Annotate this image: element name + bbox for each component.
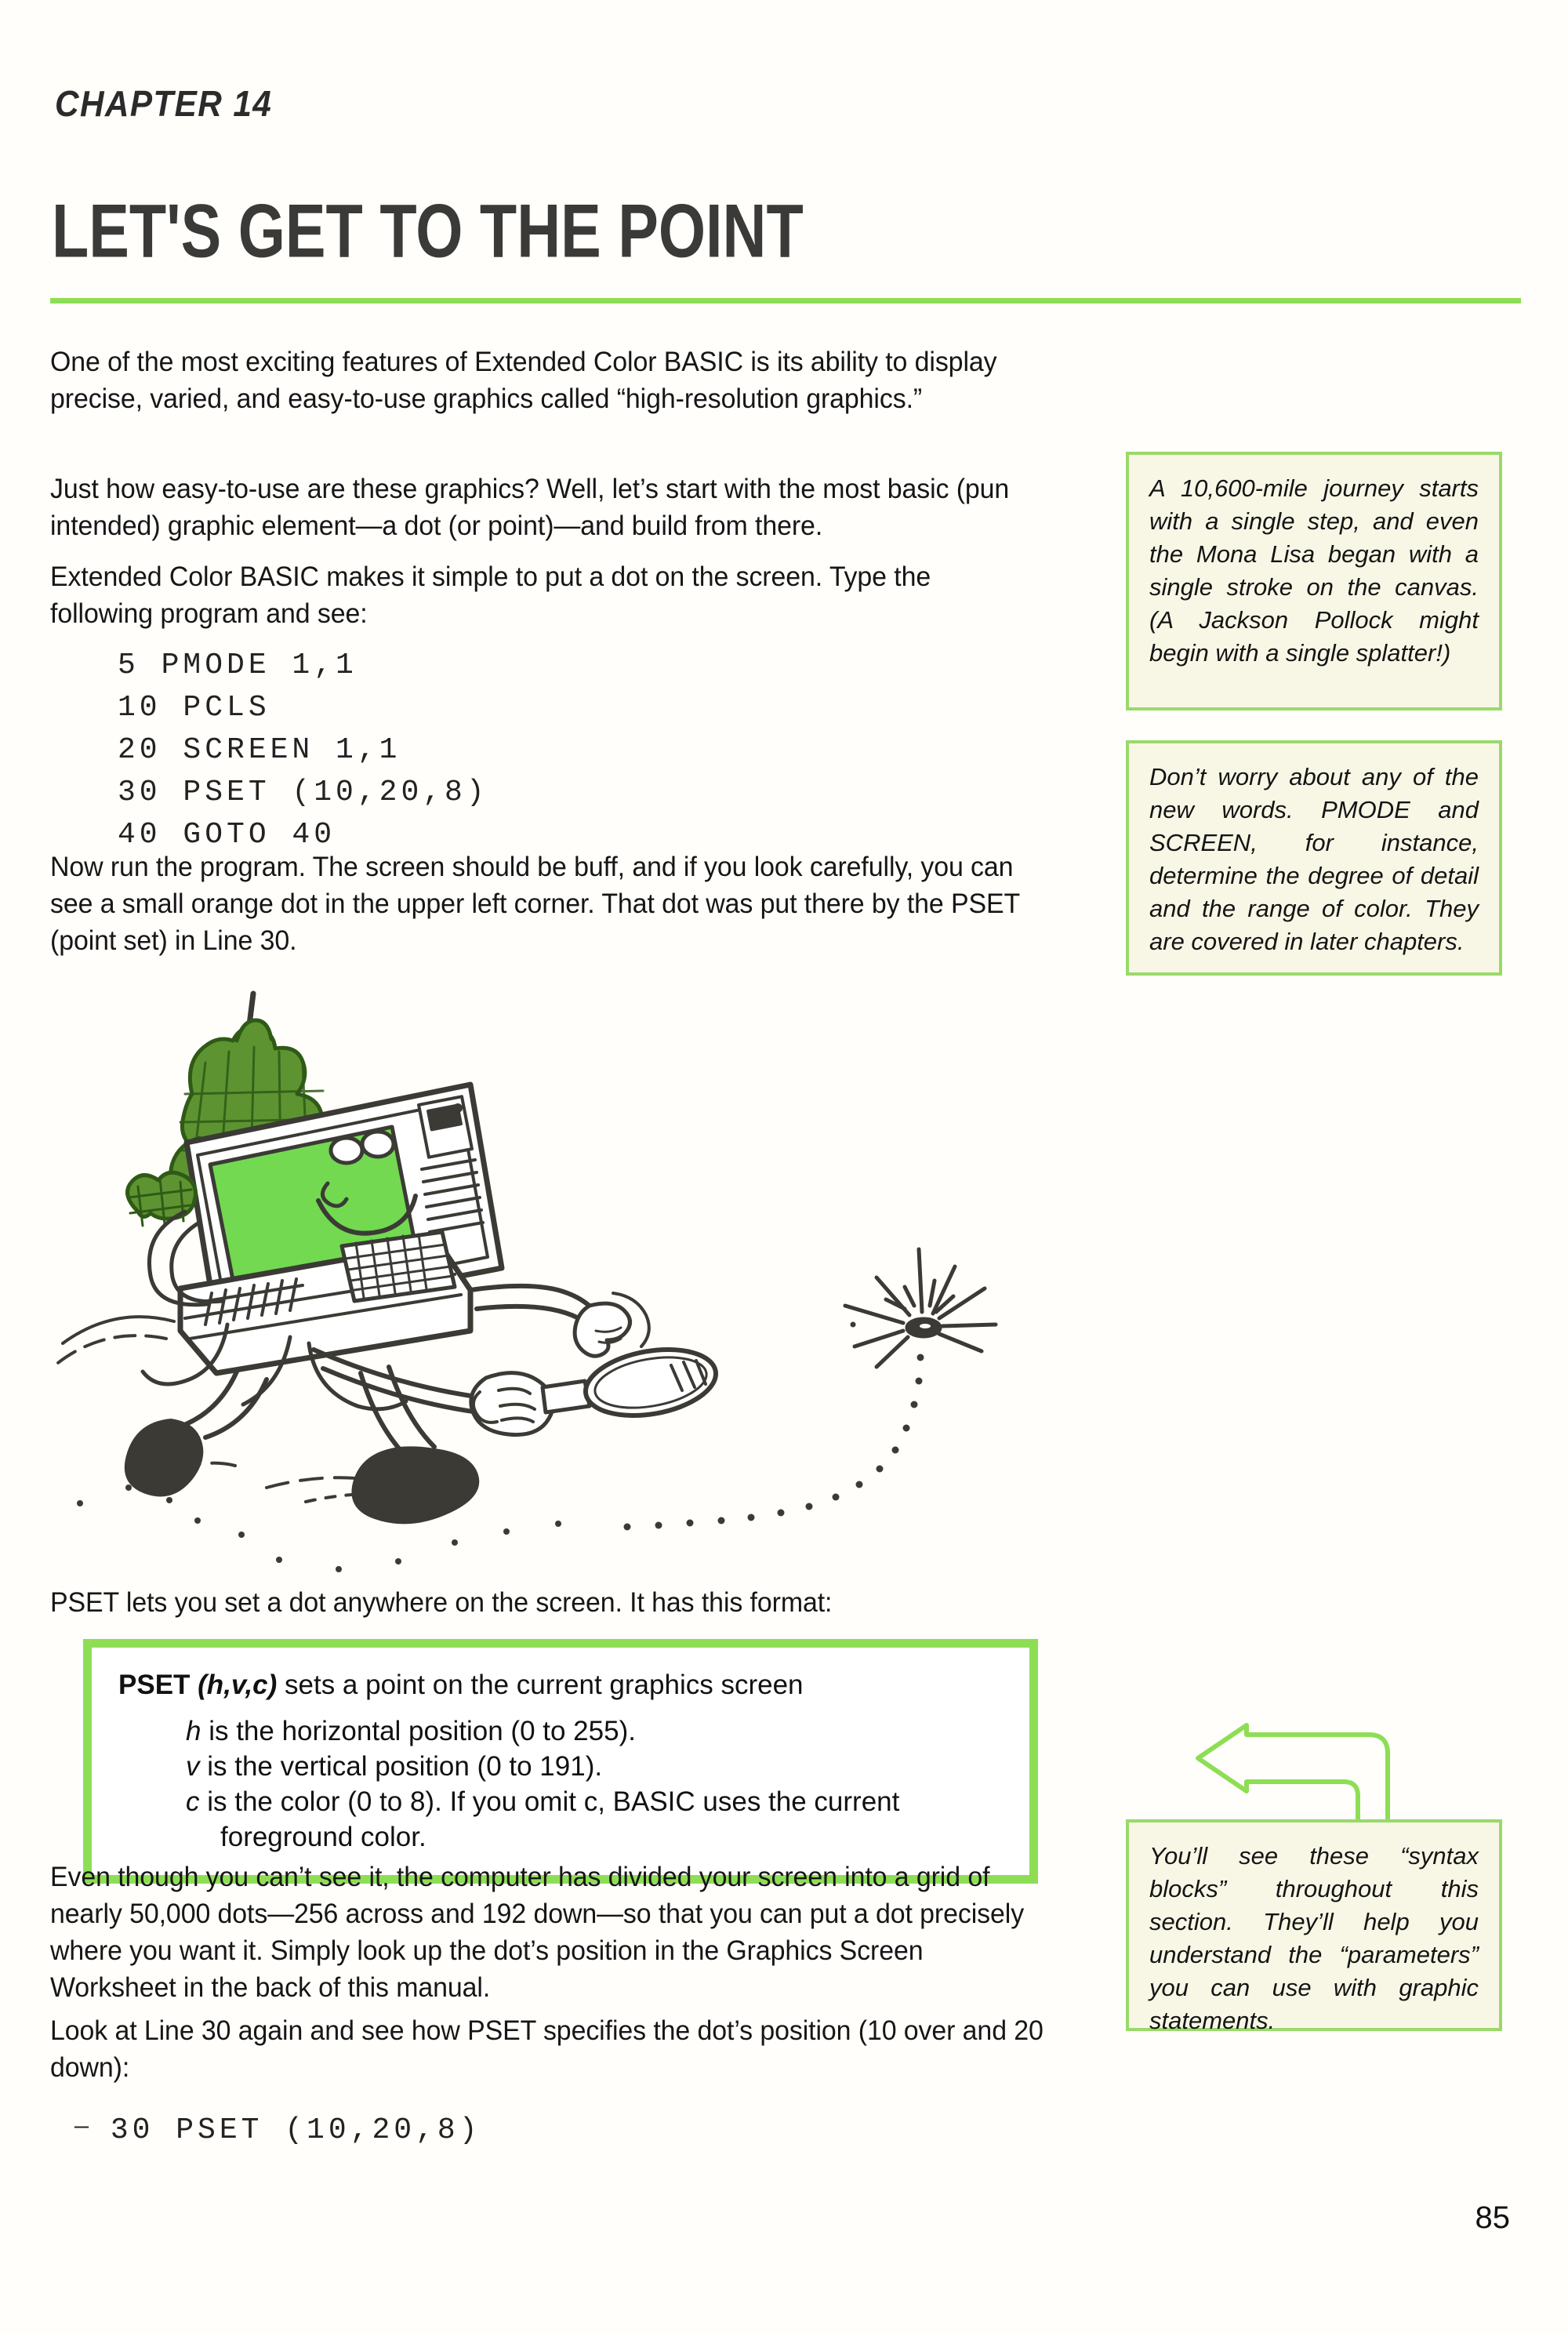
leader-dash: — <box>74 2114 89 2141</box>
run-program-paragraph-wrap <box>50 849 1093 986</box>
syntax-param-continuation: foreground color. <box>220 1822 426 1852</box>
paragraph-intro: One of the most exciting features of Extended Color BASIC is its ability to display precise, varied, and easy-to-use graphics called “high-resolution graphics.” <box>50 346 997 414</box>
paragraph-screen-grid: Even though you can’t see it, the computer has divided your screen into a grid of nearly 50,000 dots—256 across and 192 down—so that you can put a dot precisely where you want it. Simply look up the dot’s position in the Graphics Screen Worksheet in the back of this manual. <box>50 1861 1025 2003</box>
easy-to-use-paragraph-wrap <box>50 471 1069 571</box>
title-underline-rule <box>50 298 1521 303</box>
paragraph-pset-format: PSET lets you set a dot anywhere on the screen. It has this format: <box>50 1586 833 1618</box>
syntax-param-row <box>186 1749 1006 1784</box>
page-number: 85 <box>1475 2200 1510 2235</box>
syntax-description: sets a point on the current graphics screen <box>277 1670 804 1700</box>
syntax-param-text: is the color (0 to 8). If you omit c, BASIC uses the current <box>199 1786 900 1817</box>
code-final-line <box>74 2110 481 2153</box>
bow-tie <box>128 1172 196 1226</box>
margin-note-text: You’ll see these “syntax blocks” throughout this section. They’ll help you understand the “parameters” you can use with graphic statements. <box>1149 1842 1479 2034</box>
margin-note-text: Don’t worry about any of the new words. PMODE and SCREEN, for instance, determine the degree of detail and the range of color. They are covered in later chapters. <box>1149 763 1479 955</box>
code-line: 5 PMODE 1,1 <box>118 649 358 682</box>
type-program-paragraph-wrap <box>50 558 1069 659</box>
paragraph-easy-to-use: Just how easy-to-use are these graphics? Well, let’s start with the most basic (pun intended) graphic element—a dot (or point)—and build from there. <box>50 473 1010 541</box>
keyboard <box>342 1232 455 1301</box>
code-line: 10 PCLS <box>118 691 270 725</box>
syntax-param-text: is the vertical position (0 to 191). <box>199 1751 603 1782</box>
code-final-line-wrap <box>74 2110 481 2153</box>
paragraph-run-program: Now run the program. The screen should be buff, and if you look carefully, you can see a small orange dot in the upper left corner. That dot was put there by the PSET (point set) in Line 30. <box>50 851 1020 956</box>
syntax-param-row <box>186 1713 1006 1749</box>
syntax-param-row <box>186 1784 1006 1819</box>
syntax-parameter-list <box>118 1713 1006 1855</box>
margin-note-journey <box>1126 452 1502 710</box>
code-line: 20 SCREEN 1,1 <box>118 733 401 767</box>
code-final-text: 30 PSET (10,20,8) <box>110 2113 481 2147</box>
callout-arrow-to-syntax-block <box>1190 1722 1394 1824</box>
magnifier-arm <box>314 1340 721 1435</box>
syntax-param-text: is the horizontal position (0 to 255). <box>201 1716 636 1746</box>
ground-speckles <box>77 1484 561 1572</box>
pset-format-paragraph-wrap <box>50 1584 1093 1648</box>
paragraph-look-at-line-30: Look at Line 30 again and see how PSET specifies the dot’s position (10 over and 20 down): <box>50 2015 1044 2083</box>
sparkle-dot <box>845 1249 996 1367</box>
code-line: 30 PSET (10,20,8) <box>118 776 488 809</box>
syntax-params: (h,v,c) <box>198 1670 278 1700</box>
syntax-command: PSET <box>118 1670 191 1700</box>
pointing-arm <box>470 1286 649 1356</box>
margin-note-pmode <box>1126 740 1502 976</box>
intro-paragraph-wrap <box>50 343 1069 444</box>
legs-and-shoes <box>126 1367 477 1522</box>
syntax-header-line <box>118 1666 1006 1704</box>
chapter-label: CHAPTER 14 <box>55 83 273 124</box>
arrow-icon <box>1190 1722 1394 1824</box>
syntax-param-name: c <box>186 1786 200 1817</box>
page-title: LET'S GET TO THE POINT <box>52 189 804 274</box>
syntax-block-pset <box>83 1639 1038 1884</box>
illustration-svg <box>31 976 1192 1596</box>
syntax-param-name: v <box>186 1751 200 1782</box>
syntax-param-name: h <box>186 1716 201 1746</box>
code-listing <box>118 645 488 856</box>
paragraph-type-program: Extended Color BASIC makes it simple to put a dot on the screen. Type the following program and see: <box>50 561 931 629</box>
grid-paragraph-wrap <box>50 1859 1093 2033</box>
margin-note-text: A 10,600-mile journey starts with a single step, and even the Mona Lisa began with a single stroke on the canvas. (A Jackson Pollock might begin with a single splatter!) <box>1149 474 1479 667</box>
margin-note-syntax-blocks <box>1126 1819 1502 2034</box>
line30-paragraph-wrap <box>50 2012 1093 2113</box>
illustration-running-computer <box>31 976 1192 1596</box>
code-line: 40 GOTO 40 <box>118 818 336 852</box>
